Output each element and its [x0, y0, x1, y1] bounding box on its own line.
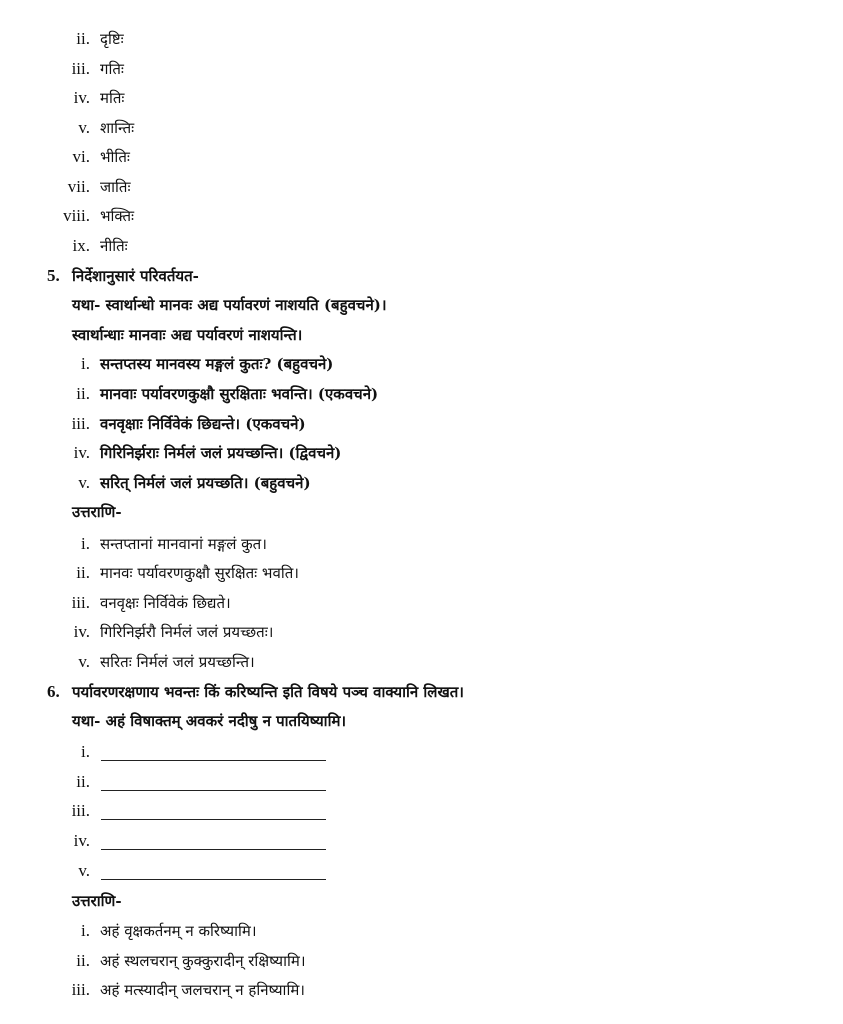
item-number: ii.: [76, 29, 90, 48]
item-text: दृष्टिः: [100, 30, 124, 48]
item-text: गिरिनिर्झराः निर्मलं जलं प्रयच्छन्ति। (द्विवचने): [100, 444, 342, 462]
item-text: सरित् निर्मलं जलं प्रयच्छति। (बहुवचने): [100, 474, 311, 492]
answer-blank-line[interactable]: [101, 879, 326, 880]
item-number: iii.: [71, 801, 90, 820]
item-number: ii.: [76, 563, 90, 582]
item-text: अहं मत्स्यादीन् जलचरान् न हनिष्यामि।: [100, 981, 305, 999]
example-answer-text: स्वार्थान्धाः मानवाः अद्य पर्यावरणं नाशयन्ति।: [72, 326, 303, 344]
item-text: सन्तप्तानां मानवानां मङ्गलं कुत।: [100, 535, 267, 553]
item-number: viii.: [63, 206, 90, 225]
item-text: वनवृक्षः निर्विवेकं छिद्यते।: [100, 594, 231, 612]
question-number: 5.: [47, 266, 60, 285]
item-text: मतिः: [100, 89, 125, 107]
item-number: v.: [78, 473, 90, 492]
item-number: iii.: [71, 593, 90, 612]
item-text: अहं वृक्षकर्तनम् न करिष्यामि।: [100, 922, 257, 940]
item-text: मानवः पर्यावरणकुक्षौ सुरक्षितः भवति।: [100, 564, 299, 582]
item-number: vi.: [72, 147, 90, 166]
item-number: iv.: [73, 443, 90, 462]
item-text: जातिः: [100, 178, 131, 196]
item-number: i.: [81, 354, 90, 373]
item-number: iii.: [71, 980, 90, 999]
item-number: iii.: [71, 59, 90, 78]
example-text: यथा- अहं विषाक्तम् अवकरं नदीषु न पातयिष्यामि।: [72, 712, 347, 730]
item-text: भीतिः: [100, 148, 130, 166]
item-number: i.: [81, 921, 90, 940]
question-title: निर्देशानुसारं परिवर्तयत-: [72, 267, 199, 285]
answer-blank-line[interactable]: [101, 790, 326, 791]
item-number: v.: [78, 652, 90, 671]
item-number: v.: [78, 118, 90, 137]
item-number: iv.: [73, 831, 90, 850]
item-number: iv.: [73, 622, 90, 641]
item-number: ix.: [72, 236, 90, 255]
item-text: शान्तिः: [100, 119, 135, 137]
answer-blank-line[interactable]: [101, 819, 326, 820]
item-number: ii.: [76, 951, 90, 970]
answer-blank-line[interactable]: [101, 849, 326, 850]
item-number: iii.: [71, 414, 90, 433]
item-text: गिरिनिर्झरौ निर्मलं जलं प्रयच्छतः।: [100, 623, 274, 641]
item-number: ii.: [76, 384, 90, 403]
answers-label: उत्तराणि-: [72, 892, 122, 910]
item-text: मानवाः पर्यावरणकुक्षौ सुरक्षिताः भवन्ति। (एकवचने): [100, 385, 379, 403]
item-number: v.: [78, 861, 90, 880]
item-number: iv.: [73, 88, 90, 107]
item-text: वनवृक्षाः निर्विवेकं छिद्यन्ते। (एकवचने): [100, 415, 306, 433]
example-text: यथा- स्वार्थान्धो मानवः अद्य पर्यावरणं नाशयति (बहुवचने)।: [72, 296, 387, 314]
item-number: vii.: [67, 177, 90, 196]
question-number: 6.: [47, 682, 60, 701]
answer-blank-line[interactable]: [101, 760, 326, 761]
item-text: भक्तिः: [100, 207, 135, 225]
item-number: ii.: [76, 772, 90, 791]
item-number: i.: [81, 534, 90, 553]
item-text: अहं स्थलचरान् कुक्कुरादीन् रक्षिष्यामि।: [100, 952, 306, 970]
item-text: सन्तप्तस्य मानवस्य मङ्गलं कुतः? (बहुवचने): [100, 355, 334, 373]
answers-label: उत्तराणि-: [72, 503, 122, 521]
item-text: सरितः निर्मलं जलं प्रयच्छन्ति।: [100, 653, 255, 671]
question-title: पर्यावरणरक्षणाय भवन्तः किं करिष्यन्ति इति विषये पञ्च वाक्यानि लिखत।: [72, 683, 464, 701]
item-text: गतिः: [100, 60, 124, 78]
item-number: i.: [81, 742, 90, 761]
item-text: नीतिः: [100, 237, 128, 255]
